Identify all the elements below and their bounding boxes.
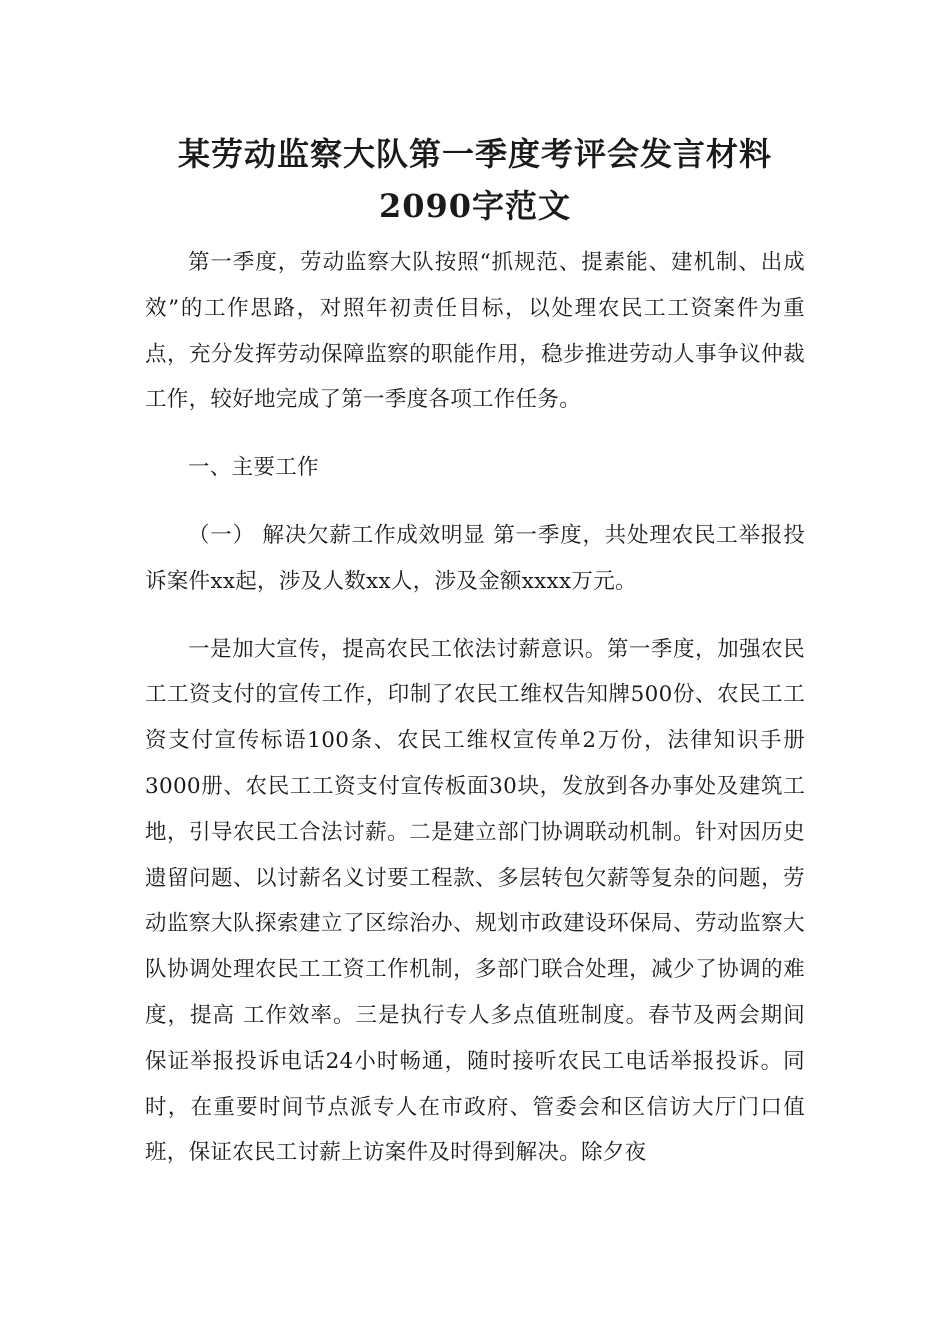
measures-paragraph: 一是加大宣传，提高农民工依法讨薪意识。第一季度，加强农民工工资支付的宣传工作，印制了农民工维权告知牌500份、农民工工资支付宣传标语100条、农民工维权宣传单2万份，法律知识手册3000册、农民工工资支付宣传板面30块，发放到各办事处及建筑工地，引导农民工合法讨薪。二是建立部门协调联动机制。针对因历史遗留问题、以讨薪名义讨要工程款、多层转包欠薪等复杂的问题，劳动监察大队探索建立了区综治办、规划市政建设环保局、劳动监察大队协调处理农民工工资工作机制，多部门联合处理，减少了协调的难度，提高 工作效率。三是执行专人多点值班制度。春节及两会期间保证举报投诉电话24小时畅通，随时接听农民工电话举报投诉。同时，在重要时间节点派专人在市政府、管委会和区信访大厅门口值班，保证农民工讨薪上访案件及时得到解决。除夕夜 (145, 636, 805, 1166)
intro-paragraph: 第一季度，劳动监察大队按照“抓规范、提素能、建机制、出成效”的工作思路，对照年初责任目标，以处理农民工工资案件为重点，充分发挥劳动保障监察的职能作用，稳步推进劳动人事争议仲裁工作，较好地完成了第一季度各项工作任务。 (145, 250, 805, 413)
section-heading-main-work: 一、主要工作 (188, 455, 319, 481)
document-title: 某劳动监察大队第一季度考评会发言材料2090字范文 (177, 135, 772, 225)
document-body (145, 240, 805, 1198)
subsection-paragraph-wage-arrears: （一） 解决欠薪工作成效明显 第一季度，共处理农民工举报投诉案件xx起，涉及人数xx人，涉及金额xxxx万元。 (145, 522, 805, 594)
